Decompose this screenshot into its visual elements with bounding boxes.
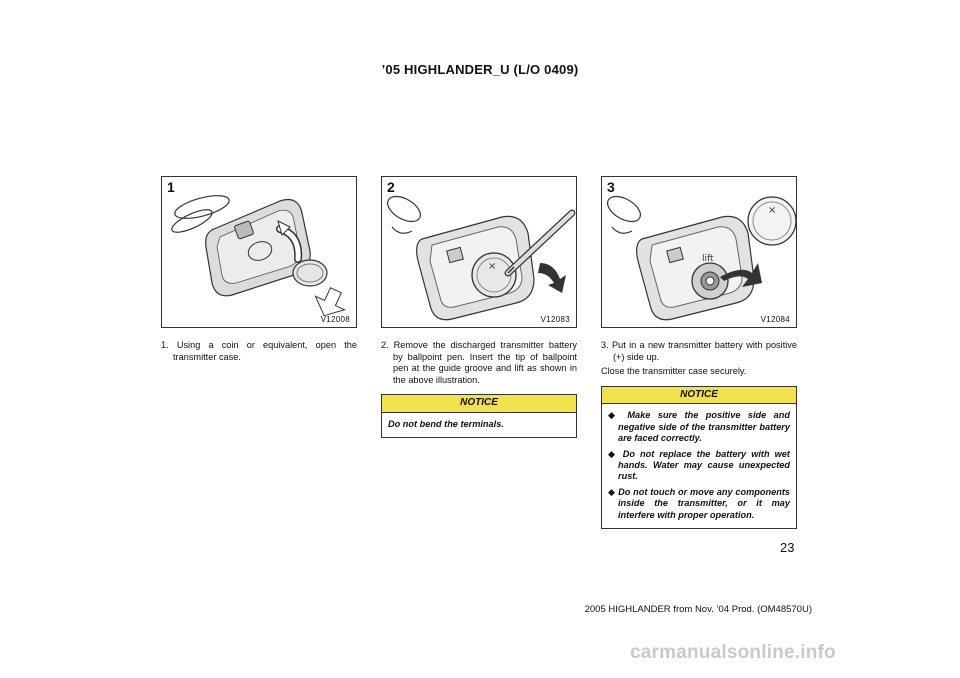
- battery-minus-mark: ×: [768, 205, 777, 216]
- notice-heading: NOTICE: [602, 387, 796, 405]
- diamond-bullet-icon: ◆: [608, 410, 620, 421]
- notice-body: [602, 404, 796, 528]
- figure-code: V12083: [540, 315, 570, 324]
- notice-body: Do not bend the terminals.: [388, 418, 504, 429]
- column-2: [381, 340, 577, 438]
- battery-removal-illustration: [382, 177, 577, 328]
- page-header: ’05 HIGHLANDER_U (L/O 0409): [381, 62, 579, 77]
- column-1: [161, 340, 357, 363]
- figure-code: V12008: [320, 315, 350, 324]
- step-3-text: 3. Put in a new transmitter battery with positive (+) side up.: [601, 340, 797, 362]
- figure-code: V12084: [760, 315, 790, 324]
- notice-heading: NOTICE: [382, 395, 576, 413]
- page-number: 23: [780, 540, 795, 555]
- figure-3-insert-battery: [601, 176, 797, 328]
- watermark: carmanualsonline.info: [630, 642, 836, 663]
- diamond-bullet-icon: ◆: [608, 486, 616, 497]
- figure-1-open-case: [161, 176, 357, 328]
- notice-bullet: ◆ Do not touch or move any components inside the transmitter, or it may interfere with proper operation.: [608, 486, 790, 520]
- close-case-text: Close the transmitter case securely.: [601, 366, 747, 377]
- figure-number: 2: [387, 179, 395, 195]
- step-1-text: 1. Using a coin or equivalent, open the transmitter case.: [161, 340, 357, 362]
- notice-box-terminals: [381, 394, 577, 438]
- notice-bullet: ◆ Do not replace the battery with wet hands. Water may cause unexpected rust.: [608, 448, 790, 482]
- step-2-text: 2. Remove the discharged transmitter battery by ballpoint pen. Insert the tip of ballpoint pen at the guide groove and lift as shown in the above illustration.: [381, 340, 577, 385]
- battery-minus-mark: ×: [488, 261, 497, 272]
- figure-number: 1: [167, 179, 175, 195]
- figure-number: 3: [607, 179, 615, 195]
- diamond-bullet-icon: ◆: [608, 448, 618, 459]
- notice-bullet: ◆ Make sure the positive side and negative side of the transmitter battery are faced correctly.: [608, 410, 790, 444]
- column-3: [601, 340, 797, 529]
- notice-box-battery: [601, 386, 797, 529]
- lift-label: lift: [702, 254, 714, 264]
- battery-insert-illustration: [602, 177, 797, 328]
- figure-2-remove-battery: [381, 176, 577, 328]
- key-fob-open-illustration: [162, 177, 357, 328]
- page-footer: 2005 HIGHLANDER from Nov. ’04 Prod. (OM48570U): [584, 604, 812, 615]
